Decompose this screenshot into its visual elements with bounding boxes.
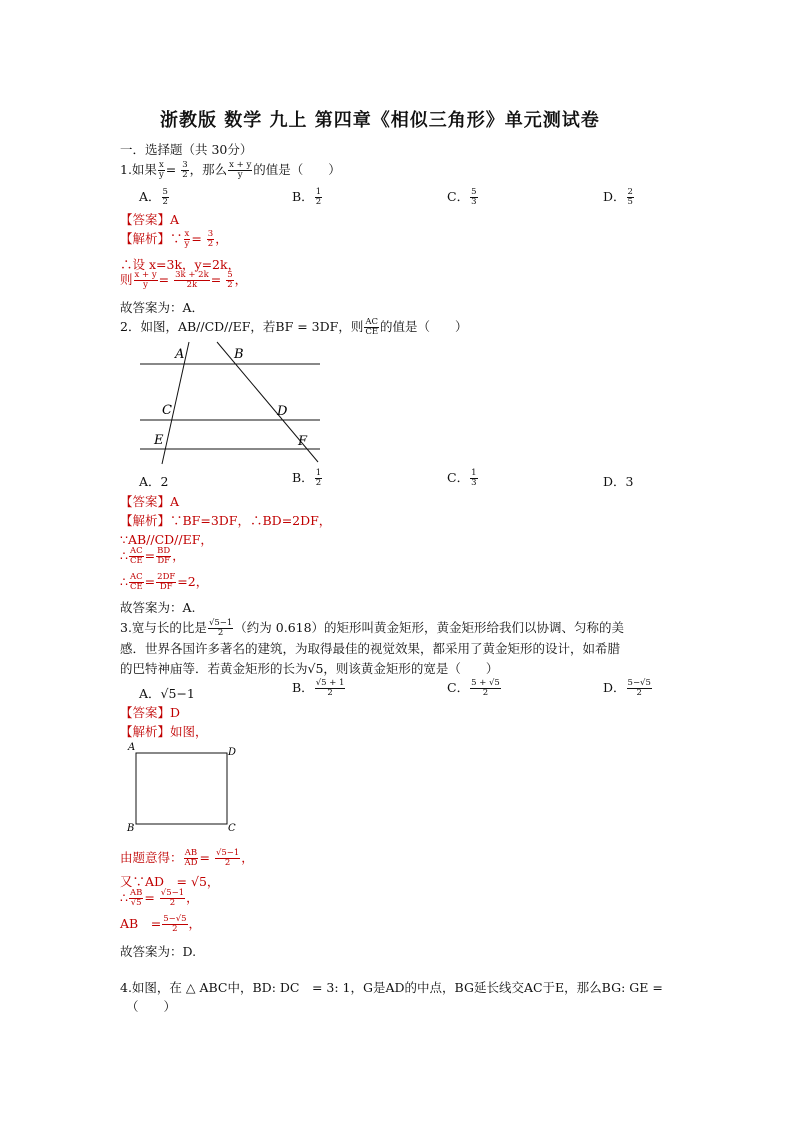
- q2-analysis: 【解析】∵BF=3DF，∴BD=2DF，: [120, 513, 332, 528]
- q3-rectangle-figure: [124, 740, 244, 835]
- q1-final: 故答案为：A．: [120, 300, 205, 315]
- q4-stem-line1: 4.如图，在 △ ABC中，BD: DC = 3: 1，G是AD的中点，BG延长线交AC于E，那么BG: GE =: [120, 980, 663, 995]
- q3-analysis-line1: 由题意得： $\frac{AB}{AD}$ = $\frac{√5-1}{2}$ ，: [120, 848, 254, 868]
- q1-option-b: B． $\frac{1}{2}$: [292, 187, 322, 207]
- q2-final: 故答案为：A.: [120, 600, 196, 615]
- q1-stem: 1.如果 $\frac{x}{y}$ = $\frac{3}{2}$ ，那么 $\frac{x + y}{y}$ 的值是（ ）: [120, 160, 341, 180]
- point-b-label: B: [127, 823, 135, 834]
- q3-option-c: C． $\frac{5 + √5}{2}$: [447, 678, 500, 698]
- q1-analysis-line3: 则 $\frac{x + y}{y}$ = $\frac{3k + 2k}{2k}$ = $\frac{5}{2}$ ，: [120, 270, 248, 290]
- q2-option-a: A．2: [139, 474, 169, 489]
- q2-option-d: D．3: [603, 474, 634, 489]
- point-a-label: A: [128, 742, 136, 753]
- q3-analysis-line2: 又∵AD = √5，: [120, 874, 220, 889]
- golden-rectangle: [136, 753, 227, 824]
- q3-option-a: A．√5−1: [139, 686, 195, 701]
- q3-stem-line2: 感．世界各国许多著名的建筑，为取得最佳的视觉效果，都采用了黄金矩形的设计，如希腊: [120, 641, 621, 656]
- q2-parallel-lines-figure: [130, 340, 380, 465]
- point-c-label: C: [228, 823, 236, 834]
- point-f-label: F: [298, 434, 308, 449]
- q1-answer: 【答案】A: [120, 212, 180, 227]
- q2-analysis-line2: ∵AB//CD//EF，: [120, 532, 213, 547]
- q4-stem-line2: （ ）: [126, 999, 177, 1014]
- q3-analysis-line4: AB = $\frac{5-√5}{2}$ ，: [120, 914, 202, 934]
- section-heading: 一．选择题（共 30分）: [120, 142, 253, 157]
- q2-option-b: B． $\frac{1}{2}$: [292, 468, 322, 488]
- page-title: 浙教版 数学 九上 第四章《相似三角形》单元测试卷: [160, 110, 600, 131]
- q3-final: 故答案为：D.: [120, 944, 197, 959]
- q3-stem-line3: 的巴特神庙等．若黄金矩形的长为√5，则该黄金矩形的宽是（ ）: [120, 661, 499, 676]
- q1-analysis: 【解析】∵ $\frac{x}{y}$ = $\frac{3}{2}$ ，: [120, 229, 228, 249]
- q2-analysis-line3: ∴ $\frac{AC}{CE}$ = $\frac{BD}{DF}$ ，: [120, 546, 185, 566]
- q3-analysis: 【解析】如图，: [120, 724, 208, 739]
- q3-analysis-line3: ∴ $\frac{AB}{√5}$ = $\frac{√5-1}{2}$ ，: [120, 888, 199, 908]
- q3-answer: 【答案】D: [120, 705, 181, 720]
- q3-stem-line1: 3.宽与长的比是 $\frac{√5-1}{2}$ （约为 0.618）的矩形叫黄金矩形，黄金矩形给我们以协调、匀称的美: [120, 618, 625, 638]
- q1-option-d: D． $\frac{2}{5}$: [603, 187, 633, 207]
- q3-option-b: B． $\frac{√5 + 1}{2}$: [292, 678, 345, 698]
- q3-option-d: D． $\frac{5-√5}{2}$: [603, 678, 651, 698]
- q2-analysis-line4: ∴ $\frac{AC}{CE}$ = $\frac{2DF}{DF}$ =2，: [120, 572, 209, 592]
- q1-option-c: C． $\frac{5}{3}$: [447, 187, 477, 207]
- q2-stem: 2．如图，AB//CD//EF，若BF = 3DF，则 $\frac{AC}{CE}$ 的值是（ ）: [120, 317, 468, 337]
- q2-answer: 【答案】A: [120, 494, 180, 509]
- point-c-label: C: [162, 403, 172, 418]
- point-d-label: D: [277, 404, 288, 419]
- q2-option-c: C． $\frac{1}{3}$: [447, 468, 477, 488]
- point-e-label: E: [154, 433, 164, 448]
- point-b-label: B: [234, 347, 244, 362]
- q1-option-a: A． $\frac{5}{2}$: [139, 187, 168, 207]
- point-d-label: D: [228, 747, 237, 758]
- q1-analysis-line2: ∴设 x=3k，y=2k，: [120, 257, 241, 272]
- point-a-label: A: [175, 347, 185, 362]
